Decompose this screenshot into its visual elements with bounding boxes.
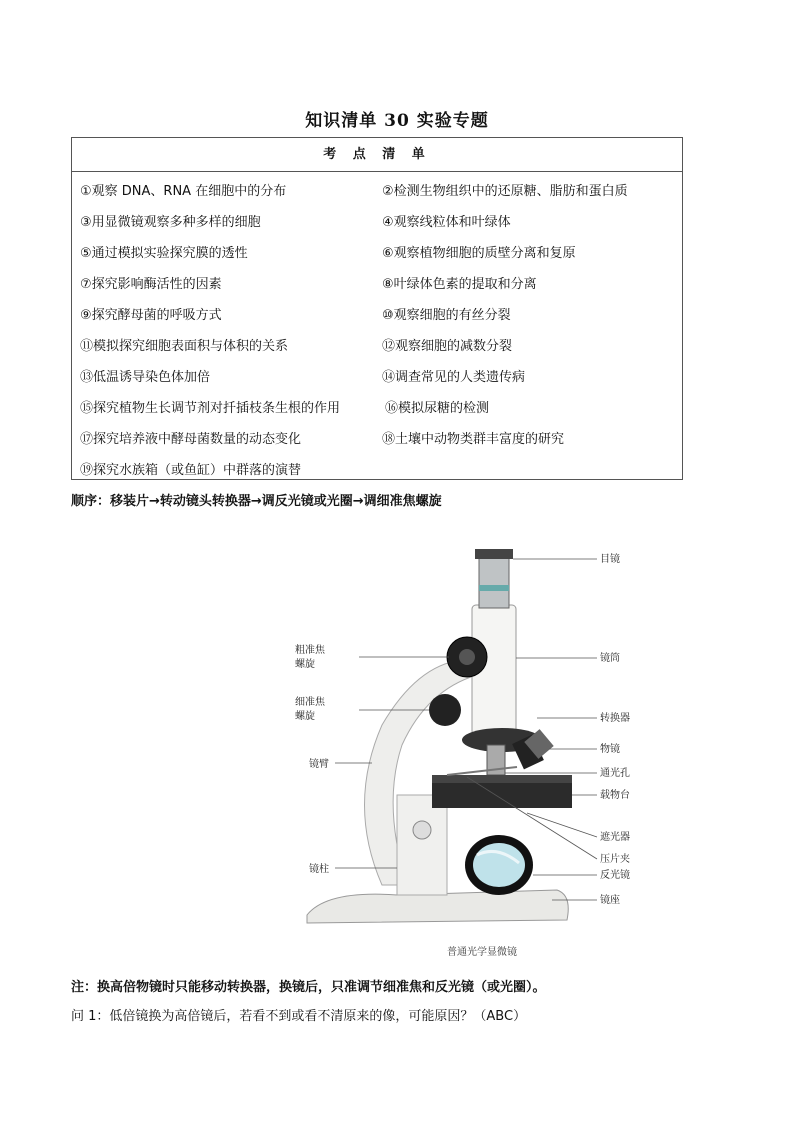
experiment-item: ⑱土壤中动物类群丰富度的研究 (382, 432, 565, 447)
table-row (80, 180, 680, 200)
microscope-figure (287, 545, 647, 930)
experiment-item: ⑰探究培养液中酵母菌数量的动态变化 (80, 432, 302, 447)
table-row (80, 273, 680, 293)
microscope-part-label: 镜筒 (600, 653, 620, 664)
microscope-part-label: 目镜 (600, 554, 620, 565)
experiment-item: ⑩观察细胞的有丝分裂 (382, 308, 511, 323)
microscope-part-label: 反光镜 (600, 870, 630, 881)
experiment-item: ⑦探究影响酶活性的因素 (80, 277, 222, 292)
microscope-part-label: 细准焦 (295, 697, 325, 708)
experiment-item: ⑤通过模拟实验探究膜的透性 (80, 246, 248, 261)
microscope-part-label: 转换器 (600, 713, 630, 724)
microscope-part-label: 螺旋 (295, 659, 315, 670)
experiment-item: ①观察 DNA、RNA 在细胞中的分布 (80, 184, 287, 199)
experiment-item: ⑬低温诱导染色体加倍 (80, 370, 211, 385)
microscope-part-label: 镜柱 (309, 864, 329, 875)
microscope-part-label: 遮光器 (600, 832, 630, 843)
experiment-item: ⑭调查常见的人类遗传病 (382, 370, 526, 385)
experiment-item: ⑯模拟尿糖的检测 (385, 401, 490, 416)
table-row (80, 459, 680, 479)
microscope-part-label: 镜臂 (309, 759, 329, 770)
experiment-item: ⑲探究水族箱（或鱼缸）中群落的演替 (80, 463, 302, 478)
table-row (80, 428, 680, 448)
experiment-item: ⑮探究植物生长调节剂对扦插枝条生根的作用 (80, 401, 341, 416)
table-header: 考 点 清 单 (72, 138, 682, 172)
table-row (80, 397, 680, 417)
page-title: 知识清单 30 实验专题 (305, 111, 489, 131)
experiment-item: ③用显微镜观察多种多样的细胞 (80, 215, 261, 230)
table-row (80, 304, 680, 324)
table-row (80, 335, 680, 355)
microscope-part-label: 镜座 (600, 895, 620, 906)
experiment-item: ⑫观察细胞的减数分裂 (382, 339, 513, 354)
experiment-item: ⑪模拟探究细胞表面积与体积的关系 (80, 339, 289, 354)
order-text: 顺序：移装片→转动镜头转换器→调反光镜或光圈→调细准焦螺旋 (71, 494, 442, 509)
experiment-item: ⑥观察植物细胞的质壁分离和复原 (382, 246, 576, 261)
table-row (80, 211, 680, 231)
experiment-item: ⑨探究酵母菌的呼吸方式 (80, 308, 222, 323)
experiment-item: ②检测生物组织中的还原糖、脂肪和蛋白质 (382, 184, 628, 199)
experiment-item: ⑧叶绿体色素的提取和分离 (382, 277, 537, 292)
table-row (80, 242, 680, 262)
table-row (80, 366, 680, 386)
microscope-part-label: 物镜 (600, 744, 620, 755)
knowledge-list-table (71, 137, 683, 480)
question-text: 问 1：低倍镜换为高倍镜后，若看不到或看不清原来的像，可能原因？（ABC） (71, 1009, 527, 1024)
microscope-part-label: 螺旋 (295, 711, 315, 722)
microscope-part-label: 压片夹 (600, 854, 630, 865)
figure-caption: 普通光学显微镜 (447, 947, 517, 958)
note-text: 注：换高倍物镜时只能移动转换器，换镜后，只准调节细准焦和反光镜（或光圈）。 (71, 980, 546, 995)
microscope-part-label: 载物台 (600, 790, 630, 801)
microscope-part-label: 粗准焦 (295, 645, 325, 656)
microscope-part-label: 通光孔 (600, 768, 630, 779)
experiment-item: ④观察线粒体和叶绿体 (382, 215, 511, 230)
